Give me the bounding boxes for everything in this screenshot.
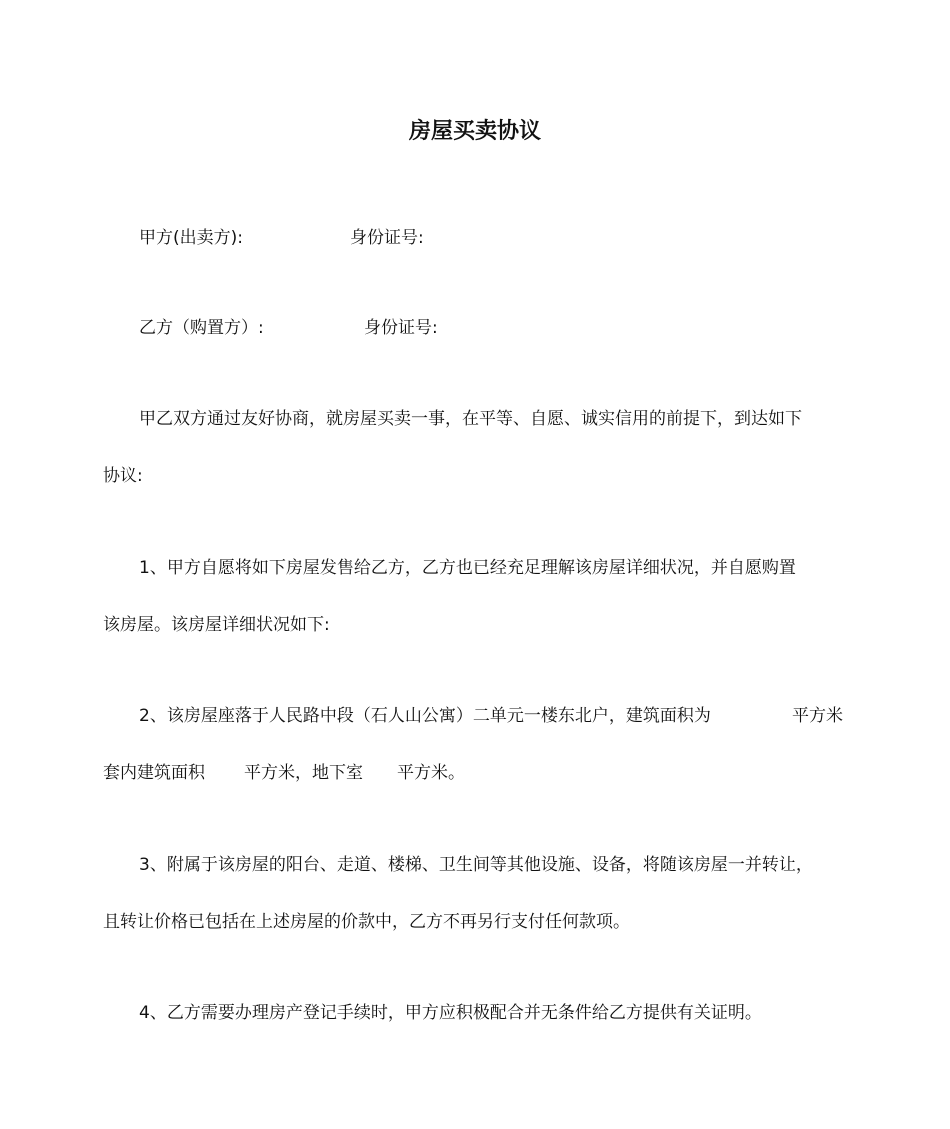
clause-1-line-1: 1、甲方自愿将如下房屋发售给乙方，乙方也已经充足理解该房屋详细状况，并自愿购置 — [139, 558, 796, 578]
party-a-label: 甲方(出卖方): — [139, 228, 243, 248]
party-b-id-label: 身份证号: — [364, 318, 438, 338]
document-title: 房屋买卖协议 — [408, 119, 541, 144]
clause-2-basement-unit: 平方米。 — [397, 763, 465, 783]
clause-3-line-2: 且转让价格已包括在上述房屋的价款中，乙方不再另行支付任何款项。 — [103, 912, 630, 932]
clause-2-inner-area-label: 套内建筑面积 — [103, 763, 205, 783]
clause-1-line-2: 该房屋。该房屋详细状况如下: — [103, 615, 330, 635]
clause-2-basement-label: 平方米，地下室 — [244, 763, 363, 783]
clause-4-line-1: 4、乙方需要办理房产登记手续时，甲方应积极配合并无条件给乙方提供有关证明。 — [139, 1003, 762, 1023]
intro-line-2: 协议: — [103, 466, 143, 486]
intro-line-1: 甲乙双方通过友好协商，就房屋买卖一事，在平等、自愿、诚实信用的前提下，到达如下 — [139, 409, 802, 429]
party-b-label: 乙方（购置方）: — [139, 318, 264, 338]
clause-2-line-1-text: 2、该房屋座落于人民路中段（石人山公寓）二单元一楼东北户，建筑面积为 — [139, 706, 711, 726]
party-a-id-label: 身份证号: — [350, 228, 424, 248]
clause-2-area-unit: 平方米 — [792, 706, 843, 726]
clause-3-line-1: 3、附属于该房屋的阳台、走道、楼梯、卫生间等其他设施、设备，将随该房屋一并转让， — [139, 855, 813, 875]
